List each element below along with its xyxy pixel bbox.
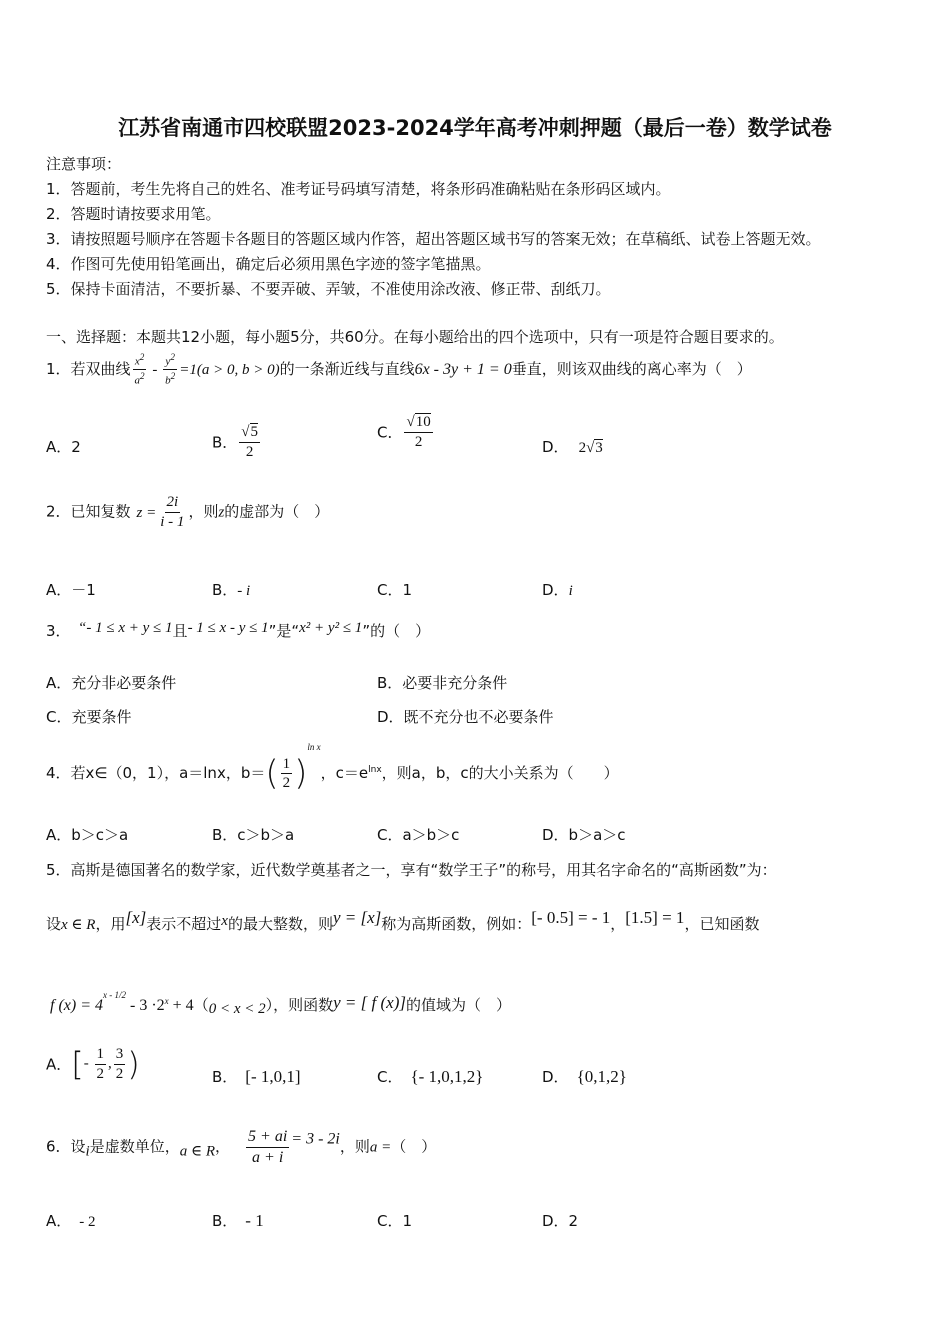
q5-x-var: x: [221, 913, 228, 929]
q6-option-b[interactable]: [212, 1210, 264, 1231]
q5-d-value: {0,1,2}: [576, 1067, 627, 1086]
q1-b-label: B．: [212, 433, 238, 452]
q2-option-c[interactable]: C．1: [377, 581, 413, 599]
q4-c-exponent: lnx: [368, 765, 382, 775]
section-heading: 一、选择题：本题共12小题，每小题5分，共60分。在每小题给出的四个选项中，只有一项是符合题目要求的。: [46, 328, 784, 346]
q3-option-a[interactable]: A．充分非必要条件: [46, 674, 177, 692]
q6-post-pre: ，则: [339, 1137, 370, 1156]
q5-f-exp2: x: [164, 996, 169, 1006]
q6-prefix: 6．设: [46, 1137, 86, 1156]
q4-option-b[interactable]: B．c＞b＞a: [212, 826, 295, 844]
notice-item-1: 1．答题前，考生先将自己的姓名、准考证号码填写清楚，将条形码准确粘贴在条形码区域内。: [46, 180, 671, 198]
q5-l2-a: 设: [46, 915, 62, 933]
q5-l2-b: ，用: [95, 915, 126, 933]
q1-c-frac: $\frac{√10}{2}$: [406, 414, 431, 450]
q5-b-value: [- 1,0,1]: [245, 1067, 301, 1086]
q5-option-a[interactable]: A．[- $\frac{1}{2}$ , $\frac{3}{2}$ ): [46, 1045, 140, 1083]
q3-post: ”的（ ）: [362, 622, 431, 640]
q5-l2-e: 称为高斯函数，例如：: [381, 915, 532, 933]
q2-b-label: B．: [212, 581, 238, 599]
notice-heading: 注意事项：: [46, 155, 122, 173]
q5-l2-f: ，已知函数: [684, 915, 760, 933]
q2-prefix: 2．已知复数: [46, 502, 131, 521]
q2-d-label: D．: [542, 581, 569, 599]
notice-item-5: 5．保持卡面清洁，不要折暴、不要弄破、弄皱，不准使用涂改液、修正带、刮纸刀。: [46, 280, 611, 298]
question-6: [46, 1128, 436, 1166]
q5-a-frac-1: $\frac{1}{2}$: [96, 1046, 104, 1082]
q2-option-a[interactable]: A．－1: [46, 581, 96, 599]
q4-c-prefix: ，c＝e: [320, 764, 369, 782]
q1-prefix: 1．若双曲线: [46, 359, 131, 378]
q2-frac: $\frac{2i}{i - 1}$: [160, 494, 185, 530]
q1-d-value: 2√3: [578, 440, 603, 456]
q1-eq-rest: =1(a > 0, b > 0): [179, 361, 280, 378]
q6-rhs: = 3 - 2i: [291, 1130, 340, 1148]
q5-y-expr: y = [ f (x)]: [333, 993, 406, 1012]
q5-example-2: [1.5] = 1: [625, 908, 685, 927]
q4-half: $\frac{1}{2}$: [282, 755, 291, 791]
q2-option-d[interactable]: [542, 579, 573, 600]
q5-a-frac-2: $\frac{3}{2}$: [115, 1046, 124, 1082]
q5-x-in-r: x ∈ R: [61, 917, 96, 933]
q5-bracket-x: [x]: [125, 908, 147, 927]
q6-a-value: - 2: [79, 1214, 96, 1230]
q5-domain: 0 < x < 2: [208, 1001, 266, 1017]
q6-option-a[interactable]: [46, 1210, 96, 1231]
q1-frac-x: $\frac{x^2}{a^2}$: [134, 352, 145, 387]
q4-post: ，则a，b，c的大小关系为（ ）: [381, 764, 619, 782]
q5-post: 的值域为（ ）: [405, 996, 511, 1014]
q3-option-b[interactable]: B．必要非充分条件: [377, 674, 508, 692]
question-5-line-2: [46, 908, 759, 934]
q2-post1: ，则: [188, 502, 219, 521]
q5-dom-post: ），则函数: [265, 996, 334, 1014]
q5-y-def: y = [x]: [332, 908, 382, 927]
q3-cond-2: - 1 ≤ x - y ≤ 1: [187, 620, 269, 636]
q2-d-value: i: [568, 583, 573, 599]
q5-dom-pre: （: [193, 996, 209, 1014]
q1-option-d[interactable]: [542, 436, 603, 457]
q6-comma: ，: [215, 1137, 231, 1156]
q6-a-eq: a =: [369, 1139, 392, 1156]
q1-b-frac: $\frac{√5}{2}$: [241, 424, 259, 460]
q5-c-value: {- 1,0,1,2}: [410, 1067, 484, 1086]
q1-a-value: 2: [71, 438, 81, 456]
q5-c-label: C．: [377, 1068, 403, 1086]
q2-post2: 的虚部为（ ）: [224, 502, 330, 521]
q1-line-eq: 6x - 3y + 1 = 0: [414, 360, 512, 378]
question-5-line-1: 5．高斯是德国著名的数学家，近代数学奠基者之一，享有“数学王子”的称号，用其名字命名的“高斯函数”为：: [46, 861, 777, 879]
question-1: 1．若双曲线 $\frac{x^2}{a^2}$ - $\frac{y^2}{b^2}$ =1(a > 0, b > 0)的一条渐近线与直线6x - 3y + 1 = 0垂直，则该双曲线的离心率为（ ）: [46, 352, 752, 387]
q3-cond-1: “- 1 ≤ x + y ≤ 1: [78, 620, 173, 636]
question-2: [46, 494, 329, 530]
q5-f-exp: x - 1/2: [103, 990, 126, 1000]
q6-option-d[interactable]: D．2: [542, 1212, 579, 1230]
q6-b-label: B．: [212, 1212, 238, 1230]
q5-option-b[interactable]: [212, 1066, 301, 1087]
q5-f-rest2: + 4: [168, 997, 194, 1014]
q3-cond-3: x² + y² ≤ 1: [299, 620, 363, 636]
notice-item-4: 4．作图可先使用铅笔画出，确定后必须用黑色字迹的签字笔描黑。: [46, 255, 491, 273]
q3-option-d[interactable]: D．既不充分也不必要条件: [377, 708, 554, 726]
q1-a-label: A．: [46, 438, 72, 456]
q2-z-label: z =: [136, 504, 157, 521]
question-3: [46, 620, 430, 641]
q1-c-label: C．: [377, 423, 403, 442]
question-4: 4．若x∈（0，1），a＝lnx，b＝( $\frac{1}{2}$ )$^{ln x}$，$c=e^{lnx}$，则a，b，c的大小关系为（ ）: [46, 742, 619, 794]
q3-prefix: 3．: [46, 622, 79, 640]
question-5-line-3: [50, 990, 511, 1018]
q5-f-lhs: f (x) = 4: [50, 997, 103, 1014]
notice-item-3: 3．请按照题号顺序在答题卡各题目的答题区域内作答，超出答题区域书写的答案无效；在草稿纸、试卷上答题无效。: [46, 230, 821, 248]
q3-is: ”是“: [268, 622, 300, 640]
q5-option-d[interactable]: [542, 1066, 627, 1087]
q5-l2-c: 表示不超过: [146, 915, 222, 933]
q5-b-label: B．: [212, 1068, 238, 1086]
q5-f-rest: - 3 ·2: [126, 997, 165, 1014]
q1-option-c[interactable]: [377, 414, 435, 450]
page-title: 江苏省南通市四校联盟2023-2024学年高考冲刺押题（最后一卷）数学试卷: [118, 116, 832, 140]
notice-item-2: 2．答题时请按要求用笔。: [46, 205, 221, 223]
q2-z-var: z: [218, 504, 225, 521]
q6-b-value: - 1: [245, 1211, 264, 1230]
q4-prefix: 4．若x∈（0，1），a＝lnx，b＝: [46, 764, 266, 782]
q6-post: （ ）: [391, 1137, 437, 1156]
q1-frac-y: $\frac{y^2}{b^2}$: [165, 352, 176, 387]
q5-sep: ，: [610, 915, 626, 933]
q3-and: 且: [172, 622, 188, 640]
q1-post: 垂直，则该双曲线的离心率为（ ）: [511, 359, 752, 378]
q4-option-a[interactable]: A．b＞c＞a: [46, 826, 129, 844]
q6-a-in-r: a ∈ R: [179, 1143, 216, 1160]
q1-option-b[interactable]: [212, 424, 262, 460]
q6-frac: $\frac{5 + ai}{a + i}$: [248, 1128, 288, 1166]
q5-d-label: D．: [542, 1068, 569, 1086]
q1-option-a[interactable]: [46, 436, 81, 457]
q5-a-label: A．: [46, 1055, 72, 1074]
q5-a-minus: -: [83, 1055, 93, 1072]
q6-a-label: A．: [46, 1212, 72, 1230]
q2-b-value: - i: [237, 583, 251, 599]
q3-option-c[interactable]: C．充要条件: [46, 708, 132, 726]
q5-l2-d: 的最大整数，则: [227, 915, 333, 933]
q6-mid: 是虚数单位，: [89, 1137, 180, 1156]
q5-example-1: [- 0.5] = - 1: [531, 908, 611, 927]
q4-b-exponent: ln x: [307, 742, 321, 752]
q6-option-c[interactable]: C．1: [377, 1212, 413, 1230]
q5-option-c[interactable]: [377, 1066, 483, 1087]
q4-option-c[interactable]: C．a＞b＞c: [377, 826, 460, 844]
q4-option-d[interactable]: D．b＞a＞c: [542, 826, 626, 844]
q2-option-b[interactable]: [212, 579, 250, 600]
q1-mid: 的一条渐近线与直线: [279, 359, 415, 378]
q1-d-label: D．: [542, 438, 569, 456]
q6-i: i: [85, 1143, 90, 1160]
